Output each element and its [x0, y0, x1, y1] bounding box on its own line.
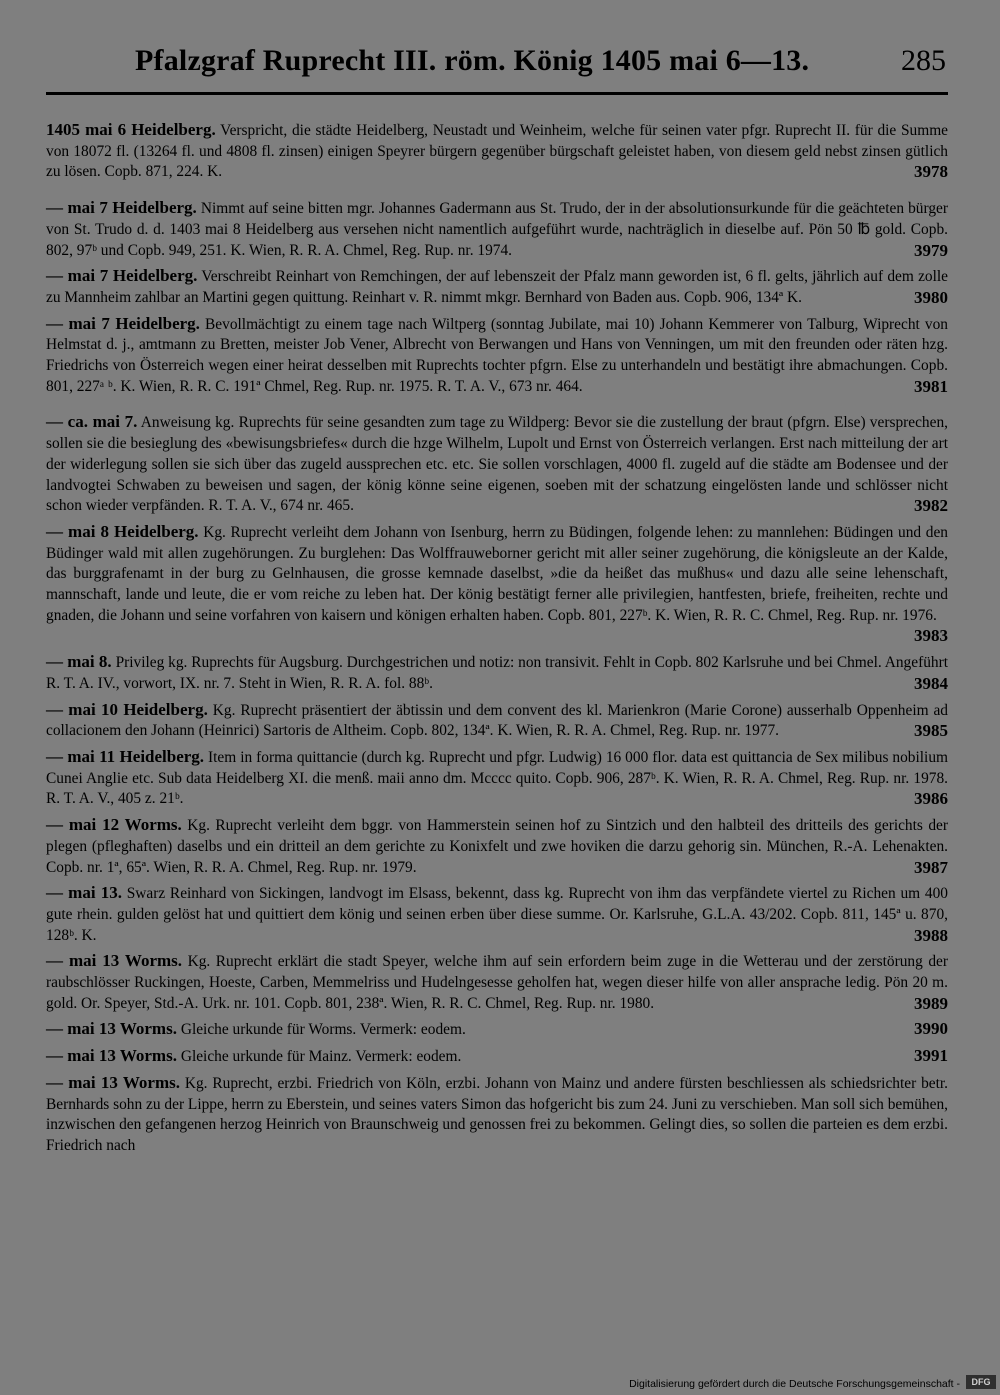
entry-text: Nimmt auf seine bitten mgr. Johannes Gadermann aus St. Trudo, der in der absolutionsurkunde für die geächteten bürger von St. Trudo d. d. 1403 mai 8 Heidelberg aus versehen nicht namentlich aufgeführt wurde, nachträglich in dieselbe auf. Pön 50 ℔ gold. Copb. 802, 97ᵇ und Copb. 949, 251. K. Wien, R. R. A. Chmel, Reg. Rup. nr. 1974.	[46, 200, 948, 259]
entry-text: Item in forma quittancie (durch kg. Ruprecht und pfgr. Ludwig) 16 000 flor. data est quittancia de Sex milibus nobilium Cunei Anglie etc. Sub data Heidelberg XI. die menß. maii anno dm. Mcccc quito. Copb. 906, 287ᵇ. K. Wien, R. R. A. Chmel, Reg. Rup. nr. 1978. R. T. A. V., 405 z. 21ᵇ.	[46, 748, 948, 808]
entry-number: 3982	[914, 496, 948, 516]
entry-number: 3985	[914, 721, 948, 741]
entry-text: Kg. Ruprecht verleiht dem bggr. von Hammerstein seinen hof zu Sintzich und den halbteil des dritteils des gerichts der plegen (pfleghaften) daselbs und ein dritteil an dem gerichte zu Konixfelt und zwe hoviken die darzu gehorig sin. München, R.-A. Lehenakten. Copb. nr. 1ª, 65ª. Wien, R. R. A. Chmel, Reg. Rup. nr. 1979.	[46, 817, 948, 876]
entry-text: Swarz Reinhard von Sickingen, landvogt im Elsass, bekennt, dass kg. Ruprecht von ihm das verpfändete viertel zu Richen um 400 gute rhein. gulden gelöst hat und quittiert dem könig und seinen erben über diese summe. Or. Karlsruhe, G.L.A. 43/202. Copb. 811, 145ª u. 870, 128ᵇ. K.	[46, 885, 948, 944]
entry-text: Gleiche urkunde für Worms. Vermerk: eodem.	[180, 1021, 466, 1039]
entry-date: — mai 8 Heidelberg.	[46, 521, 199, 541]
entry-text: Verspricht, die städte Heidelberg, Neustadt und Weinheim, welche für seinen vater pfgr. Ruprecht II. für die Summe von 18072 fl. (13264 fl. und 4808 fl. zinsen) einigen Speyrer bürgern gegenüber bürgschaft geleistet haben, von diesem geld nebst zinsen gütlich zu lösen. Copb. 871, 224. K.	[46, 122, 948, 181]
entry-date: — mai 13 Worms.	[46, 1072, 180, 1092]
running-title: Pfalzgraf Ruprecht III. röm. König 1405 mai 6—13.	[135, 44, 810, 77]
entry-text: Privileg kg. Ruprechts für Augsburg. Durchgestrichen und notiz: non transivit. Fehlt in Copb. 802 Karlsruhe und bei Chmel. Angeführt R. T. A. IV., vorwort, IX. nr. 7. Steht in Wien, R. R. A. fol. 88ᵇ.	[46, 654, 948, 692]
regest-entry	[46, 1073, 948, 1157]
entry-text: Kg. Ruprecht erklärt die stadt Speyer, welche ihm auf sein erfordern beim zuge in die Wetterau und der zerstörung der raubschlösser Ruckingen, Hoeste, Carben, Memmelriss und Hudelngesesse geholfen hat, wegen dieser hilfe von aller ansprache ledig. Pön 20 m. gold. Or. Speyer, Std.-A. Urk. nr. 101. Copb. 801, 238ª. Wien, R. R. C. Chmel, Reg. Rup. nr. 1980.	[46, 953, 948, 1012]
entry-date: 1405 mai 6 Heidelberg.	[46, 120, 216, 139]
entry-number: 3991	[914, 1046, 948, 1066]
entry-text: Verschreibt Reinhart von Remchingen, der auf lebenszeit der Pfalz mann geworden ist, 6 fl. gelts, jährlich auf dem zolle zu Mannheim zahlbar an Martini gegen quittung. Reinhart v. R. nimmt mkgr. Bernhard von Baden aus. Copb. 906, 134ª K.	[46, 268, 948, 306]
page-number: 285	[901, 44, 946, 77]
entry-number: 3983	[914, 626, 948, 646]
regest-entry	[46, 951, 948, 1014]
entry-date: — mai 8.	[46, 652, 112, 672]
regest-entry	[46, 883, 948, 946]
regest-entry	[46, 266, 948, 308]
entry-number: 3984	[914, 673, 948, 693]
entry-number: 3989	[914, 993, 948, 1013]
entry-date: — mai 13.	[46, 883, 122, 903]
entry-number: 3979	[914, 240, 948, 260]
entry-number: 3980	[914, 287, 948, 307]
regest-entry	[46, 314, 948, 398]
regest-entry	[46, 700, 948, 742]
regest-entry	[46, 198, 948, 261]
page-header	[50, 44, 950, 84]
entry-number: 3981	[914, 376, 948, 396]
entry-date: — mai 10 Heidelberg.	[46, 699, 208, 719]
dfg-logo: DFG	[966, 1375, 996, 1389]
regest-entry	[46, 815, 948, 878]
entry-text: Bevollmächtigt zu einem tage nach Wiltperg (sonntag Jubilate, mai 10) Johann Kemmerer von Talburg, Wiprecht von Helmstat d. j., amtmann zu Bretten, meister Job Vener, Albrecht von Berwangen und Hans von Venningen, um mit den freunden oder räten hzg. Friedrichs von Österreich wegen einer heirat desselben mit Ruprechts tochter pfgrn. Else zu unterhandeln und bestätigt ihre abmachungen. Copb. 801, 227ᵃ ᵇ. K. Wien, R. R. C. 191ª Chmel, Reg. Rup. nr. 1975. R. T. A. V., 673 nr. 464.	[46, 315, 948, 395]
entry-number: 3987	[914, 857, 948, 877]
entry-date: — mai 11 Heidelberg.	[46, 746, 205, 766]
entry-text: Kg. Ruprecht präsentiert der äbtissin und dem convent des kl. Marienkron (Marie Corone) ausserhalb Oppenheim ad collacionem den Johann (Heinrici) Sartoris de Altheim. Copb. 802, 134ª. K. Wien, R. R. A. Chmel, Reg. Rup. nr. 1977.	[46, 701, 948, 740]
entry-text: Kg. Ruprecht, erzbi. Friedrich von Köln, erzbi. Johann von Mainz und andere fürsten beschliessen als schiedsrichter betr. Bernhards sohn zu der Lippe, herrn zu Eberstein, und seines vaters Simon das hofgericht bis zum 24. Juni zu verschieben. Man soll sich bemühen, inzwischen den gefangenen herzog Heinrich von Braunschweig und genossen frei zu bekommen. Gelingt dies, so sollen die parteien es dem erzbi. Friedrich nach	[46, 1074, 948, 1154]
entry-date: — mai 13 Worms.	[46, 1046, 177, 1066]
header-rule	[46, 92, 948, 95]
entry-text: Gleiche urkunde für Mainz. Vermerk: eodem.	[180, 1048, 462, 1066]
entry-date: — mai 12 Worms.	[46, 815, 182, 835]
entry-number: 3988	[914, 925, 948, 945]
regest-entry	[46, 120, 948, 183]
entry-number: 3986	[914, 789, 948, 809]
entry-text: Kg. Ruprecht verleiht dem Johann von Isenburg, herrn zu Büdingen, folgende lehen: zu mannlehen: Büdingen und den Büdinger wald mit allen zugehörungen. Zu burglehen: Das Wolffrauweborner gericht mit aller seiner zugehörung, die königsleute an der Kalde, das burggrafenamt in der burg zu Gelnhausen, die grosse kemnade daselbst, »die da heißet das mußhus« und dazu alle seine lehenschaft, mannschaft, lande und leute, die er vom reiche zu leben hat. Der könig bestätigt ferner alle privilegien, hantfesten, briefe, freiheiten, rechte und gnaden, die Johann und seine vorfahren von kaisern und königen erhalten haben. Copb. 801, 227ᵇ. K. Wien, R. R. C. Chmel, Reg. Rup. nr. 1976.	[46, 523, 948, 624]
entry-date: — mai 7 Heidelberg.	[46, 313, 200, 333]
entry-date: — mai 13 Worms.	[46, 1019, 177, 1039]
entry-number: 3978	[914, 162, 948, 182]
regest-entry	[46, 747, 948, 810]
regest-entry	[46, 652, 948, 694]
entry-date: — mai 7 Heidelberg.	[46, 266, 198, 286]
regest-entry	[46, 522, 948, 647]
entry-date: — mai 7 Heidelberg.	[46, 198, 197, 218]
regest-entry	[46, 1019, 948, 1041]
regesta-list	[46, 120, 948, 1162]
entry-number: 3990	[914, 1019, 948, 1039]
regest-entry	[46, 412, 948, 517]
funding-note: Digitalisierung gefördert durch die Deutsche Forschungsgemeinschaft -	[629, 1378, 960, 1390]
regest-entry	[46, 1046, 948, 1068]
entry-date: — ca. mai 7.	[46, 412, 138, 432]
entry-date: — mai 13 Worms.	[46, 951, 183, 971]
entry-text: Anweisung kg. Ruprechts für seine gesandten zum tage zu Wildperg: Bevor sie die zustellung der braut (pfgrn. Else) versprechen, sollen sie die besieglung des «bewisungsbriefes« durch die hzge Wilhelm, Lupolt und Ernst von Österreich verlangen. Erst nach mitteilung der art der widerlegung sollen sie sich über das zugeld aussprechen etc. etc. Sie sollen vorschlagen, 4000 fl. zugeld auf die städte am Bodensee und der landvogtei Schwaben zu beweisen und sagen, der könig könne seine eigenen, soeben mit der schatzung eingelösten lande und schlösser nicht schon wieder verpfänden. R. T. A. V., 674 nr. 465.	[46, 414, 949, 515]
